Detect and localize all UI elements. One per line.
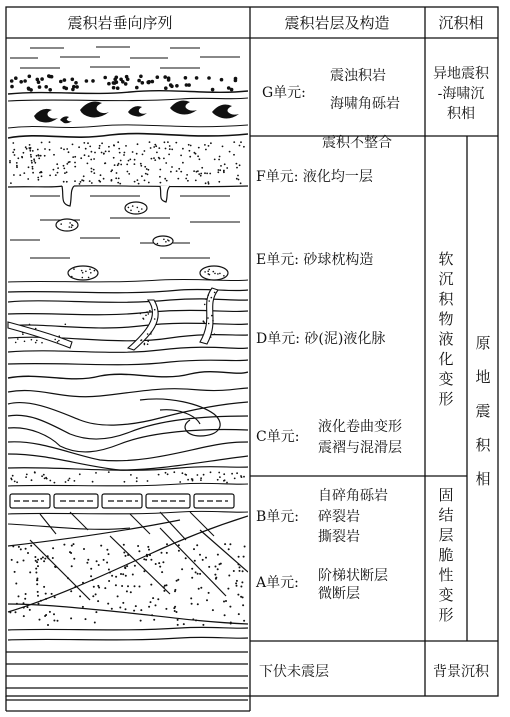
flame-structure [160, 186, 170, 202]
d-unit-label: D单元: 砂(泥)液化脉 [256, 331, 386, 347]
a-unit-item-2: 微断层 [318, 586, 360, 602]
brittle-char: 固 [438, 486, 454, 504]
a-unit-label: A单元: [256, 575, 299, 591]
brittle-char: 脆 [438, 546, 454, 564]
g-unit-label: G单元: [262, 85, 306, 101]
brittle-char: 层 [438, 526, 454, 544]
c-unit-label: C单元: [256, 429, 300, 445]
soft-sediment-char: 积 [438, 290, 454, 308]
soft-sediment-char: 液 [438, 330, 454, 348]
f-unit-dots [9, 141, 245, 185]
base-layer-lines [6, 652, 250, 700]
facies-background: 背景沉积 [433, 664, 489, 680]
brittle-char: 性 [438, 566, 454, 584]
b-unit-item-3: 撕裂岩 [318, 529, 360, 545]
liquefied-vein [200, 288, 218, 344]
facies-allochthonous-1: 异地震积 [433, 66, 489, 82]
g-unit-dots [10, 74, 237, 92]
in-situ-char: 积 [475, 436, 491, 454]
liquefied-vein [128, 300, 158, 350]
soft-sediment-char: 化 [438, 350, 454, 368]
soft-sediment-char: 沉 [438, 270, 454, 288]
facies-soft-sediment [438, 250, 454, 408]
lithologic-column [6, 47, 250, 700]
header-facies: 沉积相 [438, 14, 484, 32]
c-unit-convolute [8, 388, 248, 470]
facies-in-situ [475, 334, 491, 488]
unconformity-label: 震积不整合 [322, 135, 392, 151]
e-unit-layer [10, 196, 240, 258]
step-faults [8, 516, 248, 624]
in-situ-char: 原 [475, 334, 491, 352]
facies-allochthonous-3: 积相 [447, 106, 475, 122]
b-unit-label: B单元: [256, 509, 300, 525]
in-situ-char: 相 [475, 470, 491, 488]
flame-structure [62, 186, 74, 206]
b-unit-item-1: 自碎角砾岩 [318, 488, 388, 504]
facies-brittle [438, 486, 453, 624]
b-unit-dots [10, 471, 245, 483]
unconformity-surface [8, 134, 248, 138]
g-unit-item-1: 震浊积岩 [330, 68, 386, 84]
soft-sediment-char: 变 [438, 370, 454, 388]
b-unit-item-2: 碎裂岩 [318, 509, 360, 525]
soft-sediment-char: 形 [438, 390, 454, 408]
sand-ball-pillows [56, 202, 228, 280]
table-frame [6, 7, 498, 711]
brittle-char: 结 [438, 506, 454, 524]
brittle-char: 变 [438, 586, 454, 604]
f-unit-label: F单元: 液化均一层 [256, 169, 373, 185]
in-situ-char: 地 [475, 368, 491, 386]
brecciated-blocks [10, 494, 234, 508]
g-unit-layer [10, 47, 240, 68]
breccia-clasts [34, 100, 239, 123]
brittle-char: 形 [438, 606, 454, 624]
c-unit-item-1: 液化卷曲变形 [318, 419, 402, 435]
g-unit-item-2: 海啸角砾岩 [330, 96, 400, 112]
soft-sediment-char: 物 [438, 310, 454, 328]
header-vertical-sequence: 震积岩垂向序列 [67, 14, 173, 32]
e-unit-label: E单元: 砂球枕构造 [256, 252, 374, 268]
header-layers-structures: 震积岩层及构造 [284, 14, 390, 32]
a-unit-item-1: 阶梯状断层 [318, 568, 388, 584]
in-situ-char: 震 [475, 402, 491, 420]
soft-sediment-char: 软 [438, 250, 454, 268]
facies-allochthonous-2: -海啸沉 [437, 86, 485, 102]
c-unit-item-2: 震褶与混滑层 [318, 440, 402, 456]
base-layer-label: 下伏未震层 [259, 664, 329, 680]
